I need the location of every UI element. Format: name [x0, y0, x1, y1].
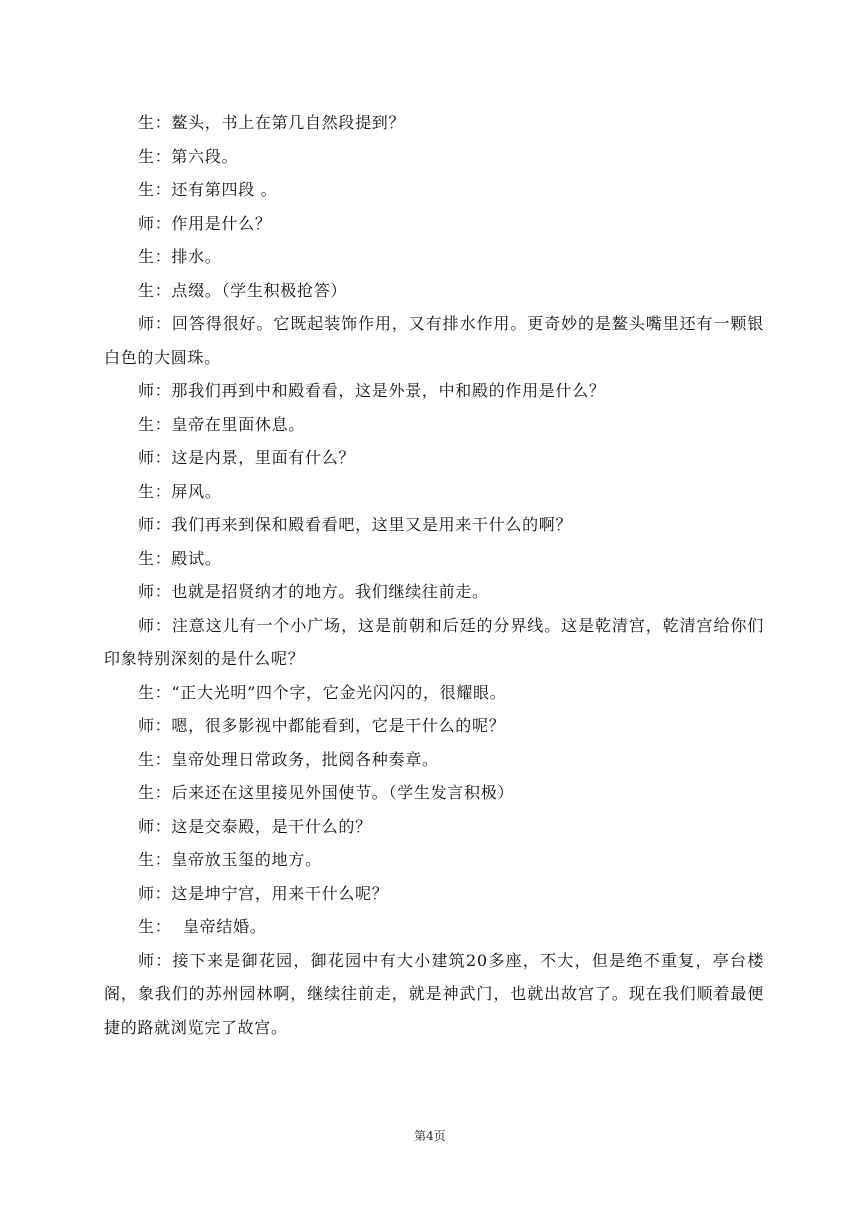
paragraph: 师：嗯，很多影视中都能看到，它是干什么的呢？	[138, 716, 506, 735]
paragraph: 师：这是交泰殿，是干什么的？	[138, 816, 372, 836]
paragraph: 生：排水。	[138, 247, 222, 266]
paragraph: 生：“正大光明”四个字，它金光闪闪的，很耀眼。	[138, 682, 507, 702]
paragraph: 生：第六段。	[138, 146, 239, 166]
paragraph: 师：作用是什么？	[138, 213, 272, 233]
paragraph: 师：这是内景，里面有什么？	[138, 448, 356, 467]
paragraph: 师：那我们再到中和殿看看，这是外景，中和殿的作用是什么？	[138, 381, 606, 400]
paragraph: 生：点缀。（学生积极抢答）	[138, 280, 348, 300]
page-number: 第4页	[414, 1129, 446, 1143]
paragraph: 生：皇帝在里面休息。	[138, 414, 306, 434]
paragraph: 师：也就是招贤纳才的地方。我们继续往前走。	[138, 582, 489, 601]
paragraph: 师：我们再来到保和殿看看吧，这里又是用来干什么的啊？	[138, 515, 573, 534]
paragraph: 生：还有第四段 。	[138, 180, 278, 199]
paragraph: 师：接下来是御花园，御花园中有大小建筑20多座，不大，但是绝不重复，亭台楼阁，象我们的苏州园林啊，继续往前走，就是神武门，也就出故宫了。现在我们顺着最便捷的路就浏览完了故宫。	[104, 950, 764, 1037]
paragraph: 师：注意这儿有一个小广场，这是前朝和后廷的分界线。这是乾清宫，乾清宫给你们印象特别深刻的是什么呢？	[104, 615, 764, 668]
paragraph: 生：皇帝放玉玺的地方。	[138, 850, 322, 869]
paragraph: 生：殿试。	[138, 548, 222, 568]
paragraph: 生： 皇帝结婚。	[138, 917, 267, 936]
paragraph: 生：屏风。	[138, 481, 222, 501]
paragraph: 生：后来还在这里接见外国使节。（学生发言积极）	[138, 783, 515, 802]
paragraph: 师：这是坤宁宫，用来干什么呢？	[138, 883, 389, 903]
document-body	[104, 106, 764, 1044]
paragraph: 生：皇帝处理日常政务，批阅各种奏章。	[138, 749, 439, 769]
paragraph: 师：回答得很好。它既起装饰作用，又有排水作用。更奇妙的是鳌头嘴里还有一颗银白色的大圆珠。	[104, 314, 764, 367]
paragraph: 生：鳌头，书上在第几自然段提到？	[138, 113, 406, 132]
